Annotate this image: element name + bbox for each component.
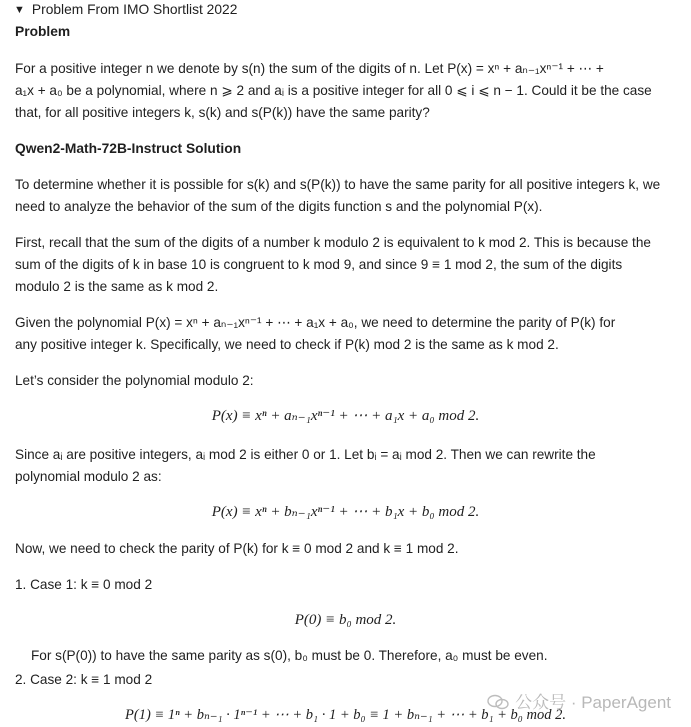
equation-3: P(0) ≡ b₀ mod 2. — [294, 612, 397, 628]
case-1-label: 1. Case 1: k ≡ 0 mod 2 — [15, 577, 153, 592]
problem-line-3: that, for all positive integers k, s(k) and s(P(k)) have the same parity? — [15, 105, 430, 120]
problem-line-1: For a positive integer n we denote by s(n) the sum of the digits of n. Let P(x) = xⁿ + aₙ₋₁xⁿ⁻¹ + ⋯ + — [15, 61, 604, 76]
given-line-2: any positive integer k. Specifically, we need to check if P(k) mod 2 is the same as k mod 2. — [15, 337, 559, 352]
problem-line-2: a₁x + a₀ be a polynomial, where n ⩾ 2 and aᵢ is a positive integer for all 0 ⩽ i ⩽ n − 1. Could it be the case — [15, 83, 652, 98]
since-line-1: Since aᵢ are positive integers, aᵢ mod 2 is either 0 or 1. Let bᵢ = aᵢ mod 2. Then we can rewrite the — [15, 447, 596, 462]
watermark — [487, 688, 671, 713]
summary-label: Problem From IMO Shortlist 2022 — [31, 2, 238, 17]
now-line: Now, we need to check the parity of P(k) for k ≡ 0 mod 2 and k ≡ 1 mod 2. — [15, 541, 459, 556]
case-2-label: 2. Case 2: k ≡ 1 mod 2 — [15, 672, 153, 687]
case-1-text: For s(P(0)) to have the same parity as s(0), b₀ must be 0. Therefore, a₀ must be even. — [31, 648, 548, 663]
equation-4: P(1) ≡ 1ⁿ + bₙ₋₁ · 1ⁿ⁻¹ + ⋯ + b₁ · 1 + b₀ ≡ 1 + bₙ₋₁ + ⋯ + b₁ + b₀ mod 2. — [125, 707, 566, 723]
intro-line-2: need to analyze the behavior of the sum of the digits function s and the polynomial P(x). — [15, 199, 543, 214]
first-line-2: sum of the digits of k in base 10 is congruent to k mod 9, and since 9 ≡ 1 mod 2, the sum of the digits — [15, 257, 623, 272]
first-line-1: First, recall that the sum of the digits of a number k modulo 2 is equivalent to k mod 2. This is because the — [15, 235, 651, 250]
details-summary-toggle[interactable] — [14, 2, 237, 17]
wechat-icon — [487, 694, 509, 710]
since-line-2: polynomial modulo 2 as: — [15, 469, 162, 484]
equation-1: P(x) ≡ xⁿ + aₙ₋₁xⁿ⁻¹ + ⋯ + a₁x + a₀ mod 2. — [211, 408, 480, 424]
consider-line: Let’s consider the polynomial modulo 2: — [15, 373, 254, 388]
intro-line-1: To determine whether it is possible for s(k) and s(P(k)) to have the same parity for all positive integers k, we — [15, 177, 661, 192]
solution-heading: Qwen2-Math-72B-Instruct Solution — [15, 141, 242, 156]
equation-2: P(x) ≡ xⁿ + bₙ₋₁xⁿ⁻¹ + ⋯ + b₁x + b₀ mod 2. — [211, 504, 480, 520]
problem-heading: Problem — [15, 24, 71, 39]
given-line-1: Given the polynomial P(x) = xⁿ + aₙ₋₁xⁿ⁻¹ + ⋯ + a₁x + a₀, we need to determine the parity of P(k) for — [15, 315, 616, 330]
first-line-3: modulo 2 is the same as k mod 2. — [15, 279, 219, 294]
watermark-text: 公众号 · PaperAgent — [515, 693, 671, 712]
disclosure-triangle-icon: ▼ — [14, 4, 25, 16]
